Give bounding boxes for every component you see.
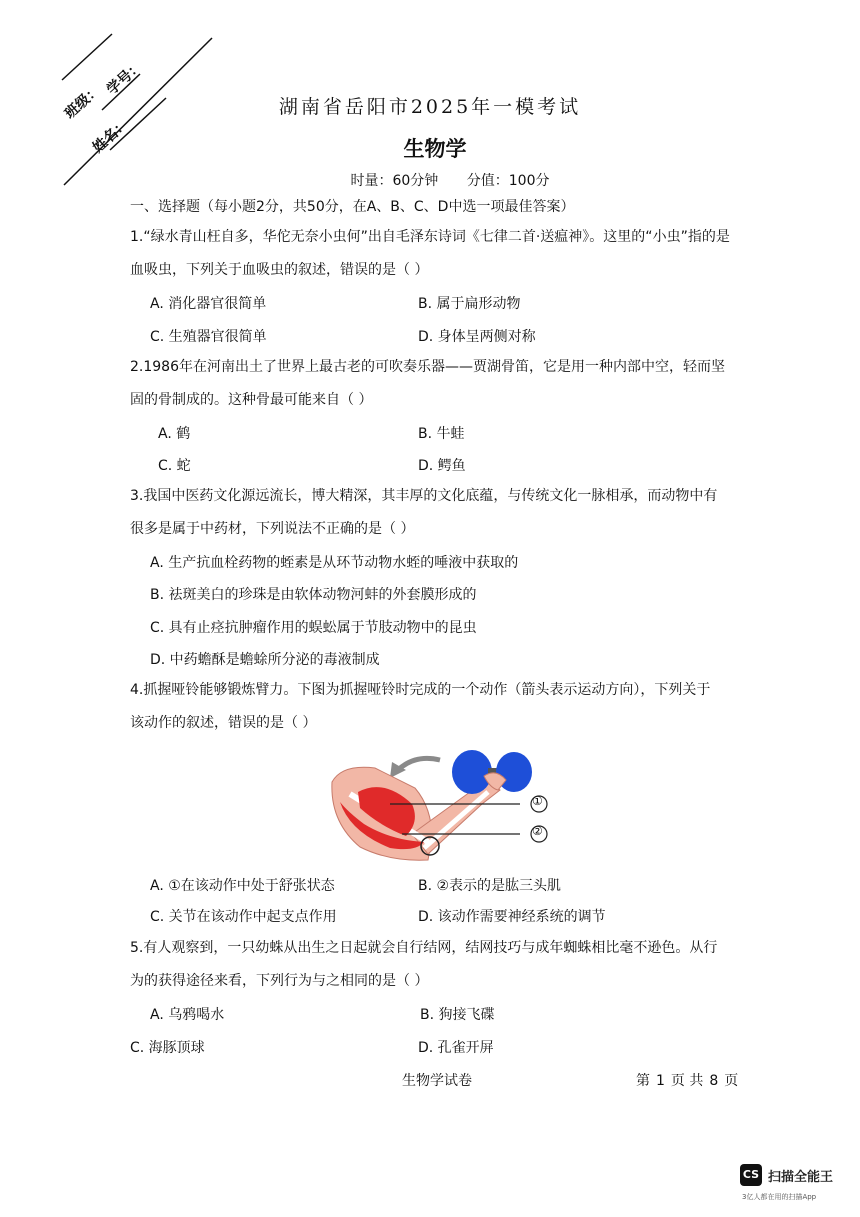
question-stem-line: 很多是属于中药材，下列说法不正确的是（ ） (130, 521, 415, 537)
total-score: 分值：100分 (466, 173, 550, 189)
question-stem-line: 2.1986年在河南出土了世界上最古老的可吹奏乐器——贾湖骨笛，它是用一种内部中空，轻而坚 (130, 359, 725, 375)
footer-subject: 生物学试卷 (402, 1073, 472, 1089)
option-a: A. 消化器官很简单 (150, 296, 267, 312)
class-field-label: 班级： (62, 82, 104, 123)
motion-arrow (398, 758, 440, 770)
page-indicator: 第 1 页 共 8 页 (636, 1073, 739, 1089)
question-stem-line: 4.抓握哑铃能够锻炼臂力。下图为抓握哑铃时完成的一个动作（箭头表示运动方向），下列关于 (130, 682, 711, 698)
question-1 (130, 221, 745, 287)
option-d: D. 孔雀开屏 (418, 1040, 494, 1056)
option-c: C. 关节在该动作中起支点作用 (150, 909, 337, 925)
subject-title: 生物学 (403, 137, 467, 161)
option-b: B. 牛蛙 (418, 426, 465, 442)
option-a: A. 乌鸦喝水 (150, 1007, 225, 1023)
option-c: C. 蛇 (158, 458, 191, 474)
question-stem-line: 3.我国中医药文化源远流长，博大精深，其丰厚的文化底蕴，与传统文化一脉相承，而动物中有 (130, 488, 718, 504)
option-c: C. 海豚顶球 (130, 1040, 205, 1056)
option-a: A. 生产抗血栓药物的蛭素是从环节动物水蛭的唾液中获取的 (150, 555, 519, 571)
question-5 (130, 932, 745, 998)
camscanner-logo-icon: CS (740, 1164, 762, 1186)
brand-name: 扫描全能王 (768, 1170, 834, 1185)
option-a: A. 鹤 (158, 426, 191, 442)
dumbbell-left-weight (452, 750, 492, 794)
option-b: B. 狗接飞碟 (420, 1007, 495, 1023)
question-2 (130, 351, 745, 417)
option-d: D. 鳄鱼 (418, 458, 466, 474)
question-stem-line: 血吸虫，下列关于血吸虫的叙述，错误的是（ ） (130, 262, 429, 278)
exam-title: 湖南省岳阳市2025年一模考试 (278, 96, 582, 118)
name-field-label: 姓名： (90, 116, 132, 157)
question-stem-line: 该动作的叙述，错误的是（ ） (130, 715, 317, 731)
question-stem-line: 固的骨制成的。这种骨最可能来自（ ） (130, 392, 373, 408)
question-stem-line: 为的获得途径来看，下列行为与之相同的是（ ） (130, 973, 429, 989)
figure-label-2: ② (532, 824, 543, 838)
arm-dumbbell-figure (320, 742, 560, 871)
question-stem-line: 1.“绿水青山枉自多，华佗无奈小虫何”出自毛泽东诗词《七律二首·送瘟神》。这里的“小虫”指的是 (130, 229, 730, 245)
option-d: D. 中药蟾酥是蟾蜍所分泌的毒液制成 (150, 652, 380, 668)
option-c: C. 生殖器官很简单 (150, 329, 267, 345)
question-3 (130, 480, 745, 546)
exam-meta (0, 170, 860, 190)
brand-tagline: 3亿人都在用的扫描App (742, 1193, 817, 1201)
option-b: B. ②表示的是肱三头肌 (418, 878, 562, 894)
option-d: D. 该动作需要神经系统的调节 (418, 909, 606, 925)
student-id-field-label: 学号： (104, 58, 146, 99)
section-heading: 一、选择题（每小题2分，共50分，在A、B、C、D中选一项最佳答案） (130, 199, 575, 215)
figure-label-1: ① (532, 794, 543, 808)
option-b: B. 属于扁形动物 (418, 296, 521, 312)
question-4 (130, 674, 745, 740)
option-a: A. ①在该动作中处于舒张状态 (150, 878, 335, 894)
total-pages: 8 (709, 1073, 719, 1089)
time-limit: 时量：60分钟 (350, 173, 439, 189)
current-page: 1 (656, 1073, 665, 1089)
option-c: C. 具有止痉抗肿瘤作用的蜈蚣属于节肢动物中的昆虫 (150, 620, 477, 636)
option-b: B. 祛斑美白的珍珠是由软体动物河蚌的外套膜形成的 (150, 587, 477, 603)
arm-diagram (320, 742, 560, 867)
option-d: D. 身体呈两侧对称 (418, 329, 536, 345)
question-stem-line: 5.有人观察到，一只幼蛛从出生之日起就会自行结网，结网技巧与成年蜘蛛相比毫不逊色。从行 (130, 940, 718, 956)
